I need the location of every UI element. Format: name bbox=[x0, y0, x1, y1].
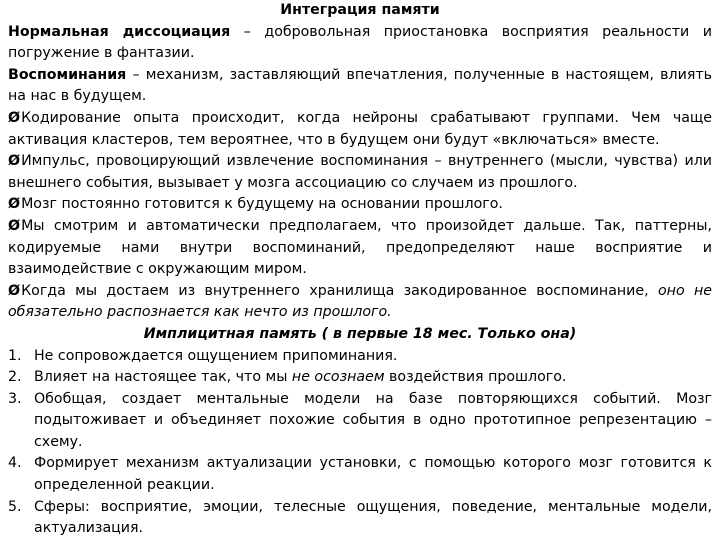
numbered-list bbox=[8, 346, 712, 540]
bullet-item bbox=[8, 108, 712, 151]
list-item-text: Не сопровождается ощущением припоминания. bbox=[34, 347, 398, 364]
list-item bbox=[8, 497, 712, 540]
list-number: 4. bbox=[8, 455, 22, 472]
list-number: 3. bbox=[8, 390, 22, 407]
bullet-item bbox=[8, 281, 712, 324]
list-item bbox=[8, 346, 712, 368]
list-number: 5. bbox=[8, 498, 22, 515]
arrow-bullet-icon: Ø bbox=[8, 109, 21, 126]
definition-dissociation bbox=[8, 22, 712, 65]
list-item-text: Сферы: восприятие, эмоции, телесные ощущения, поведение, ментальные модели, актуализация. bbox=[34, 498, 712, 537]
bullet-text: Мы смотрим и автоматически предполагаем, что произойдет дальше. Так, паттерны, кодируемые нами внутри воспоминаний, предопределяют наше восприятие и взаимодействие с окружающим миром. bbox=[8, 217, 712, 278]
bullet-item bbox=[8, 194, 712, 216]
list-item bbox=[8, 367, 712, 389]
definition-dissociation-text: – добровольная приостановка восприятия реальности и погружение в фантазии. bbox=[8, 23, 712, 62]
list-item-text: Обобщая, создает ментальные модели на базе повторяющихся событий. Мозг подытоживает и объединяет похожие события в одно прототипное репрезентацию – схему. bbox=[34, 390, 712, 450]
term-dissociation: Нормальная диссоциация bbox=[8, 23, 231, 40]
term-memories: Воспоминания bbox=[8, 66, 127, 83]
bullet-item bbox=[8, 216, 712, 281]
section-subtitle: Имплицитная память ( в первые 18 мес. Только она) bbox=[143, 325, 577, 342]
list-item-text: Влияет на настоящее так, что мы bbox=[34, 369, 292, 386]
bullet-text: Когда мы достаем из внутреннего хранилища закодированное воспоминание, bbox=[21, 282, 658, 299]
definition-memories-text: – механизм, заставляющий впечатления, полученные в настоящем, влиять на нас в будущем. bbox=[8, 66, 712, 105]
bullet-text: Мозг постоянно готовится к будущему на основании прошлого. bbox=[21, 196, 503, 213]
list-item bbox=[8, 453, 712, 496]
list-number: 2. bbox=[8, 369, 22, 386]
list-item-text: Формирует механизм актуализации установки, с помощью которого мозг готовится к определенной реакции. bbox=[34, 455, 712, 494]
bullet-item bbox=[8, 151, 712, 194]
list-number: 1. bbox=[8, 347, 22, 364]
definition-memories bbox=[8, 65, 712, 108]
list-item bbox=[8, 389, 712, 454]
bullet-text: Кодирование опыта происходит, когда нейроны срабатывают группами. Чем чаще активация кластеров, тем вероятнее, что в будущем они будут «включаться» вместе. bbox=[8, 109, 712, 148]
list-item-italic-text: не осознаем bbox=[291, 369, 385, 386]
arrow-bullet-icon: Ø bbox=[8, 196, 21, 213]
arrow-bullet-icon: Ø bbox=[8, 282, 21, 299]
bullet-italic-text: оно не обязательно распознается как нечто из прошлого. bbox=[8, 282, 712, 321]
page-title: Интеграция памяти bbox=[280, 2, 440, 18]
list-item-text-end: воздействия прошлого. bbox=[384, 369, 567, 386]
arrow-bullet-icon: Ø bbox=[8, 217, 21, 234]
bullet-text: Импульс, провоцирующий извлечение воспоминания – внутреннего (мысли, чувства) или внешнего события, вызывает у мозга ассоциацию со случаем из прошлого. bbox=[8, 153, 712, 191]
arrow-bullet-icon: Ø bbox=[8, 153, 21, 170]
